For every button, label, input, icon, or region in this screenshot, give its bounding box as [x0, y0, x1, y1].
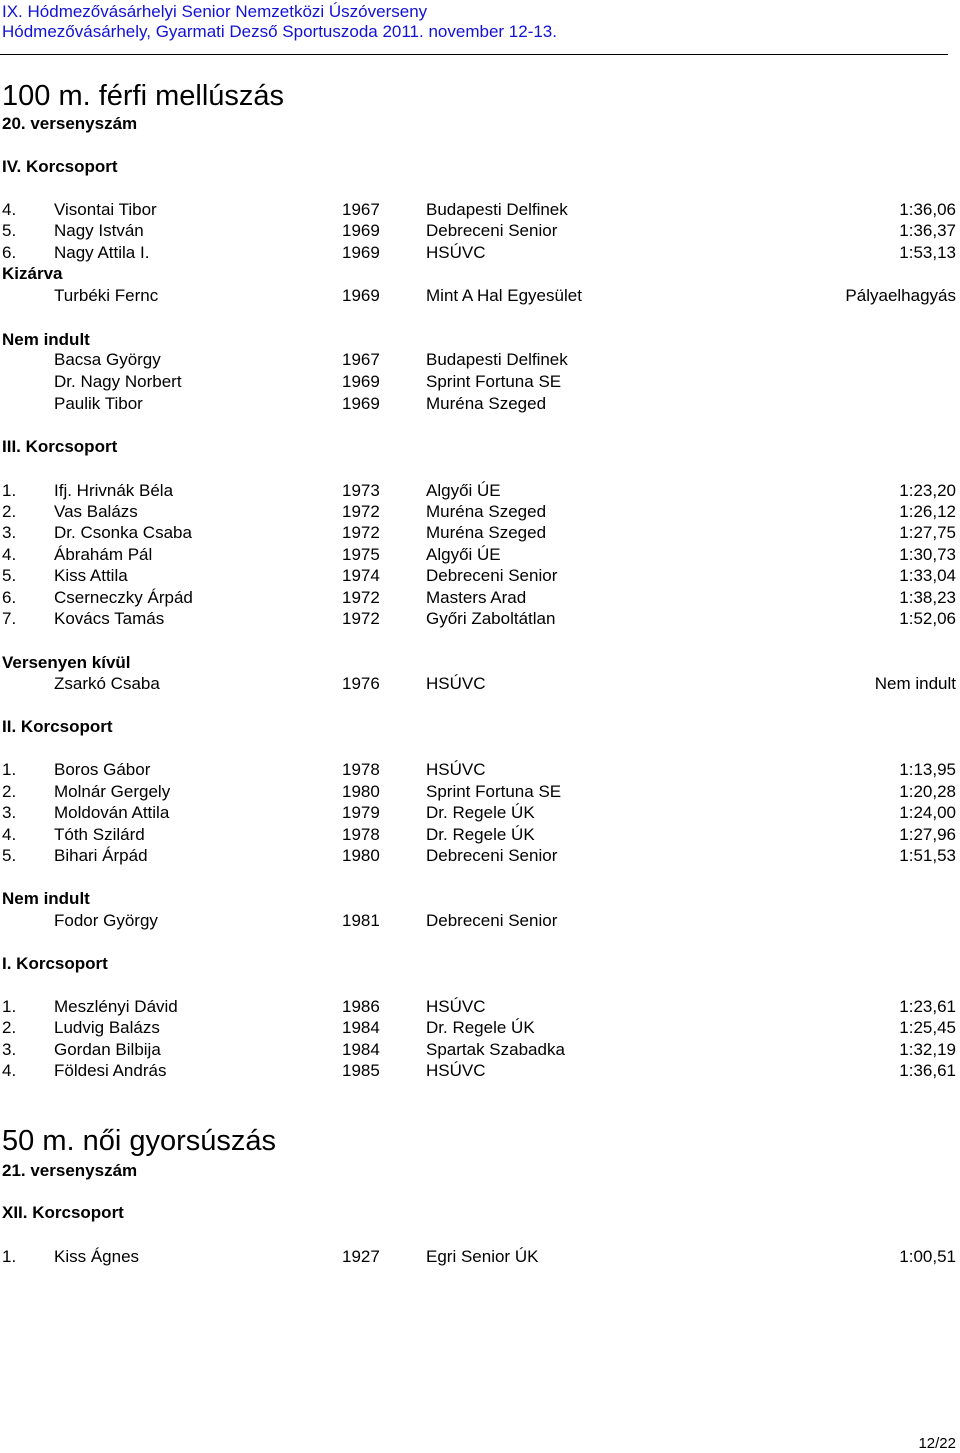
club-cell: HSÚVC	[426, 243, 486, 262]
swimmer-name-cell: Turbéki Fernc	[54, 286, 159, 305]
place-cell: 4.	[2, 825, 17, 844]
place-cell: 2.	[2, 1018, 17, 1037]
result-row	[0, 997, 960, 1017]
event-number: 20. versenyszám	[2, 114, 138, 133]
swimmer-name-cell: Nagy István	[54, 221, 144, 240]
club-cell: Muréna Szeged	[426, 394, 547, 413]
venue-date: Hódmezővásárhely, Gyarmati Dezső Sportuszoda 2011. november 12-13.	[2, 22, 557, 41]
result-cell: 1:33,04	[899, 566, 956, 585]
birth-year-cell: 1967	[342, 200, 380, 219]
club-cell: Algyői ÚE	[426, 545, 501, 564]
place-cell: 1.	[2, 997, 17, 1016]
group-label: IV. Korcsoport	[2, 157, 118, 176]
swimmer-name-cell: Fodor György	[54, 911, 158, 930]
group-label: Versenyen kívül	[2, 653, 131, 672]
birth-year-cell: 1969	[342, 221, 380, 240]
club-cell: Algyői ÚE	[426, 481, 501, 500]
result-cell: 1:51,53	[899, 846, 956, 865]
swimmer-name-cell: Kiss Ágnes	[54, 1247, 140, 1266]
event-title: 100 m. férfi mellúszás	[2, 80, 285, 112]
group-label: III. Korcsoport	[2, 437, 118, 456]
club-cell: Spartak Szabadka	[426, 1040, 565, 1059]
birth-year-cell: 1972	[342, 502, 380, 521]
group-label: Nem indult	[2, 889, 90, 908]
result-row	[0, 523, 960, 543]
club-cell: Budapesti Delfinek	[426, 350, 568, 369]
result-cell: 1:13,95	[899, 760, 956, 779]
club-cell: Budapesti Delfinek	[426, 200, 568, 219]
event-title: 50 m. női gyorsúszás	[2, 1125, 277, 1157]
result-row	[0, 846, 960, 866]
place-cell: 5.	[2, 566, 17, 585]
birth-year-cell: 1969	[342, 286, 380, 305]
birth-year-cell: 1976	[342, 674, 380, 693]
result-row	[0, 803, 960, 823]
club-cell: Debreceni Senior	[426, 221, 558, 240]
place-cell: 1.	[2, 760, 17, 779]
place-cell: 3.	[2, 1040, 17, 1059]
place-cell: 3.	[2, 803, 17, 822]
swimmer-name-cell: Vas Balázs	[54, 502, 138, 521]
result-row	[0, 221, 960, 241]
swimmer-name-cell: Gordan Bilbija	[54, 1040, 161, 1059]
birth-year-cell: 1974	[342, 566, 380, 585]
birth-year-cell: 1973	[342, 481, 380, 500]
place-cell: 6.	[2, 243, 17, 262]
result-cell: 1:20,28	[899, 782, 956, 801]
result-row	[0, 911, 960, 931]
club-cell: HSÚVC	[426, 1061, 486, 1080]
swimmer-name-cell: Zsarkó Csaba	[54, 674, 160, 693]
club-cell: Debreceni Senior	[426, 846, 558, 865]
result-row	[0, 243, 960, 263]
club-cell: Dr. Regele ÚK	[426, 1018, 535, 1037]
place-cell: 1.	[2, 1247, 17, 1266]
birth-year-cell: 1967	[342, 350, 380, 369]
group-label: XII. Korcsoport	[2, 1203, 124, 1222]
swimmer-name-cell: Földesi András	[54, 1061, 167, 1080]
result-cell: 1:23,61	[899, 997, 956, 1016]
swimmer-name-cell: Visontai Tibor	[54, 200, 157, 219]
result-row	[0, 1061, 960, 1081]
swimmer-name-cell: Cserneczky Árpád	[54, 588, 193, 607]
result-row	[0, 609, 960, 629]
birth-year-cell: 1979	[342, 803, 380, 822]
birth-year-cell: 1986	[342, 997, 380, 1016]
place-cell: 5.	[2, 846, 17, 865]
result-cell: 1:26,12	[899, 502, 956, 521]
club-cell: Sprint Fortuna SE	[426, 782, 562, 801]
club-cell: Egri Senior ÚK	[426, 1247, 539, 1266]
result-cell: 1:36,37	[899, 221, 956, 240]
result-cell: 1:36,61	[899, 1061, 956, 1080]
club-cell: HSÚVC	[426, 760, 486, 779]
club-cell: HSÚVC	[426, 674, 486, 693]
result-cell: 1:36,06	[899, 200, 956, 219]
birth-year-cell: 1975	[342, 545, 380, 564]
birth-year-cell: 1972	[342, 588, 380, 607]
group-label: Kizárva	[2, 264, 63, 283]
group-label: II. Korcsoport	[2, 717, 113, 736]
result-cell: 1:27,75	[899, 523, 956, 542]
result-cell: 1:38,23	[899, 588, 956, 607]
place-cell: 4.	[2, 1061, 17, 1080]
birth-year-cell: 1980	[342, 782, 380, 801]
birth-year-cell: 1980	[342, 846, 380, 865]
swimmer-name-cell: Bacsa György	[54, 350, 161, 369]
swimmer-name-cell: Kovács Tamás	[54, 609, 165, 628]
club-cell: Muréna Szeged	[426, 523, 547, 542]
swimmer-name-cell: Meszlényi Dávid	[54, 997, 178, 1016]
result-row	[0, 1247, 960, 1267]
result-cell: 1:32,19	[899, 1040, 956, 1059]
club-cell: Debreceni Senior	[426, 911, 558, 930]
place-cell: 2.	[2, 502, 17, 521]
result-row	[0, 588, 960, 608]
result-row	[0, 372, 960, 392]
birth-year-cell: 1969	[342, 394, 380, 413]
result-cell: Nem indult	[874, 674, 956, 693]
header-divider	[0, 54, 948, 55]
club-cell: Dr. Regele ÚK	[426, 803, 535, 822]
swimmer-name-cell: Ludvig Balázs	[54, 1018, 160, 1037]
club-cell: HSÚVC	[426, 997, 486, 1016]
place-cell: 5.	[2, 221, 17, 240]
swimmer-name-cell: Ifj. Hrivnák Béla	[54, 481, 174, 500]
result-row	[0, 200, 960, 220]
result-cell: 1:30,73	[899, 545, 956, 564]
result-row	[0, 502, 960, 522]
club-cell: Masters Arad	[426, 588, 527, 607]
birth-year-cell: 1978	[342, 760, 380, 779]
birth-year-cell: 1969	[342, 243, 380, 262]
swimmer-name-cell: Nagy Attila I.	[54, 243, 150, 262]
club-cell: Dr. Regele ÚK	[426, 825, 535, 844]
birth-year-cell: 1978	[342, 825, 380, 844]
result-row	[0, 566, 960, 586]
club-cell: Sprint Fortuna SE	[426, 372, 562, 391]
event-number: 21. versenyszám	[2, 1161, 138, 1180]
swimmer-name-cell: Kiss Attila	[54, 566, 128, 585]
birth-year-cell: 1972	[342, 523, 380, 542]
place-cell: 2.	[2, 782, 17, 801]
group-label: Nem indult	[2, 330, 90, 349]
result-cell: 1:52,06	[899, 609, 956, 628]
place-cell: 6.	[2, 588, 17, 607]
club-cell: Debreceni Senior	[426, 566, 558, 585]
club-cell: Győri Zaboltátlan	[426, 609, 556, 628]
result-cell: 1:24,00	[899, 803, 956, 822]
birth-year-cell: 1985	[342, 1061, 380, 1080]
page-number: 12/22	[918, 1435, 956, 1452]
result-row	[0, 674, 960, 694]
swimmer-name-cell: Paulik Tibor	[54, 394, 143, 413]
result-row	[0, 481, 960, 501]
place-cell: 3.	[2, 523, 17, 542]
place-cell: 7.	[2, 609, 17, 628]
swimmer-name-cell: Dr. Csonka Csaba	[54, 523, 192, 542]
result-row	[0, 782, 960, 802]
place-cell: 4.	[2, 200, 17, 219]
result-cell: 1:25,45	[899, 1018, 956, 1037]
competition-title: IX. Hódmezővásárhelyi Senior Nemzetközi Úszóverseny	[2, 2, 428, 21]
result-row	[0, 286, 960, 306]
result-row	[0, 394, 960, 414]
result-cell: 1:53,13	[899, 243, 956, 262]
place-cell: 1.	[2, 481, 17, 500]
result-cell: 1:00,51	[899, 1247, 956, 1266]
swimmer-name-cell: Molnár Gergely	[54, 782, 171, 801]
swimmer-name-cell: Tóth Szilárd	[54, 825, 145, 844]
place-cell: 4.	[2, 545, 17, 564]
result-row	[0, 1040, 960, 1060]
birth-year-cell: 1984	[342, 1018, 380, 1037]
birth-year-cell: 1972	[342, 609, 380, 628]
birth-year-cell: 1927	[342, 1247, 380, 1266]
result-row	[0, 1018, 960, 1038]
swimmer-name-cell: Moldován Attila	[54, 803, 170, 822]
result-cell: 1:27,96	[899, 825, 956, 844]
result-row	[0, 545, 960, 565]
swimmer-name-cell: Bihari Árpád	[54, 846, 148, 865]
result-row	[0, 760, 960, 780]
swimmer-name-cell: Boros Gábor	[54, 760, 151, 779]
birth-year-cell: 1981	[342, 911, 380, 930]
result-cell: 1:23,20	[899, 481, 956, 500]
swimmer-name-cell: Ábrahám Pál	[54, 545, 153, 564]
document-header	[2, 2, 557, 42]
birth-year-cell: 1984	[342, 1040, 380, 1059]
swimmer-name-cell: Dr. Nagy Norbert	[54, 372, 182, 391]
group-label: I. Korcsoport	[2, 954, 108, 973]
result-row	[0, 825, 960, 845]
club-cell: Mint A Hal Egyesület	[426, 286, 582, 305]
result-cell: Pályaelhagyás	[845, 286, 956, 305]
birth-year-cell: 1969	[342, 372, 380, 391]
result-row	[0, 350, 960, 370]
club-cell: Muréna Szeged	[426, 502, 547, 521]
